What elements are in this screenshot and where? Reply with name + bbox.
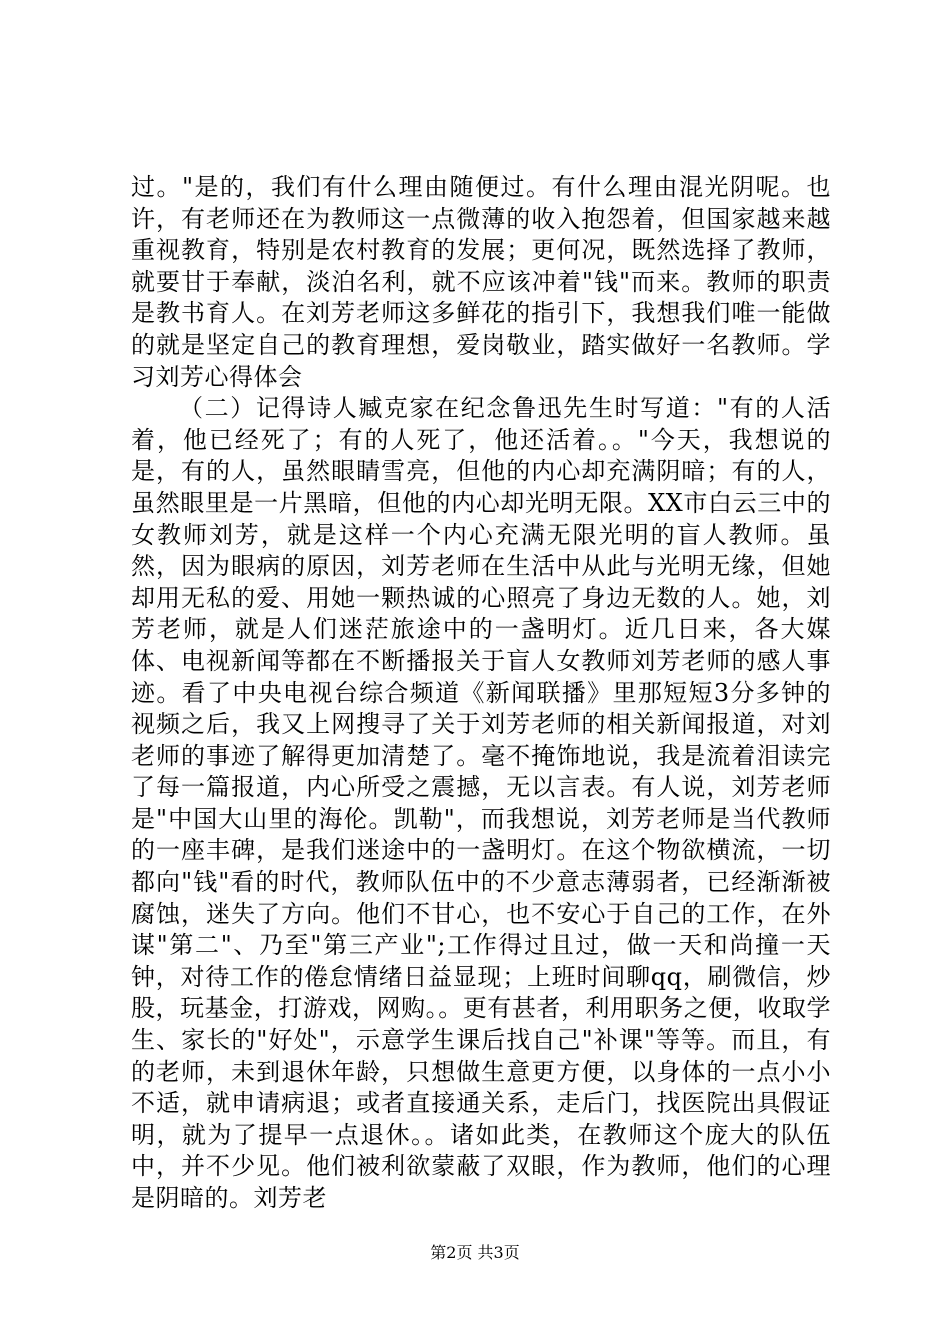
document-body <box>131 172 831 1215</box>
page-footer <box>0 1243 950 1263</box>
page-number: 第2页 共3页 <box>430 1243 520 1262</box>
paragraph-2: （二）记得诗人臧克家在纪念鲁迅先生时写道："有的人活着，他已经死了；有的人死了，他还活着。。"今天，我想说的是，有的人，虽然眼睛雪亮，但他的内心却充满阴暗；有的人，虽然眼里是一片黑暗，但他的内心却光明无限。XX市白云三中的女教师刘芳，就是这样一个内心充满无限光明的盲人教师。虽然，因为眼病的原因，刘芳老师在生活中从此与光明无缘，但她却用无私的爱、用她一颗热诚的心照亮了身边无数的人。她，刘芳老师，就是人们迷茫旅途中的一盏明灯。近几日来，各大媒体、电视新闻等都在不断播报关于盲人女教师刘芳老师的感人事迹。看了中央电视台综合频道《新闻联播》里那短短3分多钟的视频之后，我又上网搜寻了关于刘芳老师的相关新闻报道，对刘老师的事迹了解得更加清楚了。毫不掩饰地说，我是流着泪读完了每一篇报道，内心所受之震撼，无以言表。有人说，刘芳老师是"中国大山里的海伦。凯勒"，而我想说，刘芳老师是当代教师的一座丰碑，是我们迷途中的一盏明灯。在这个物欲横流，一切都向"钱"看的时代，教师队伍中的不少意志薄弱者，已经渐渐被腐蚀，迷失了方向。他们不甘心，也不安心于自己的工作，在外谋"第二"、乃至"第三产业";工作得过且过，做一天和尚撞一天钟，对待工作的倦怠情绪日益显现；上班时间聊qq，刷微信，炒股，玩基金，打游戏，网购。。更有甚者，利用职务之便，收取学生、家长的"好处"，示意学生课后找自己"补课"等等。而且，有的老师，未到退休年龄，只想做生意更方便，以身体的一点小小不适，就申请病退；或者直接通关系，走后门，找医院出具假证明，就为了提早一点退休。。诸如此类，在教师这个庞大的队伍中，并不少见。他们被利欲蒙蔽了双眼，作为教师，他们的心理是阴暗的。刘芳老 <box>131 394 831 1212</box>
paragraph-1: 过。"是的，我们有什么理由随便过。有什么理由混光阴呢。也许，有老师还在为教师这一点微薄的收入抱怨着，但国家越来越重视教育，特别是农村教育的发展；更何况，既然选择了教师，就要甘于奉献，淡泊名利，就不应该冲着"钱"而来。教师的职责是教书育人。在刘芳老师这多鲜花的指引下，我想我们唯一能做的就是坚定自己的教育理想，爱岗敬业，踏实做好一名教师。学习刘芳心得体会 <box>131 173 831 391</box>
